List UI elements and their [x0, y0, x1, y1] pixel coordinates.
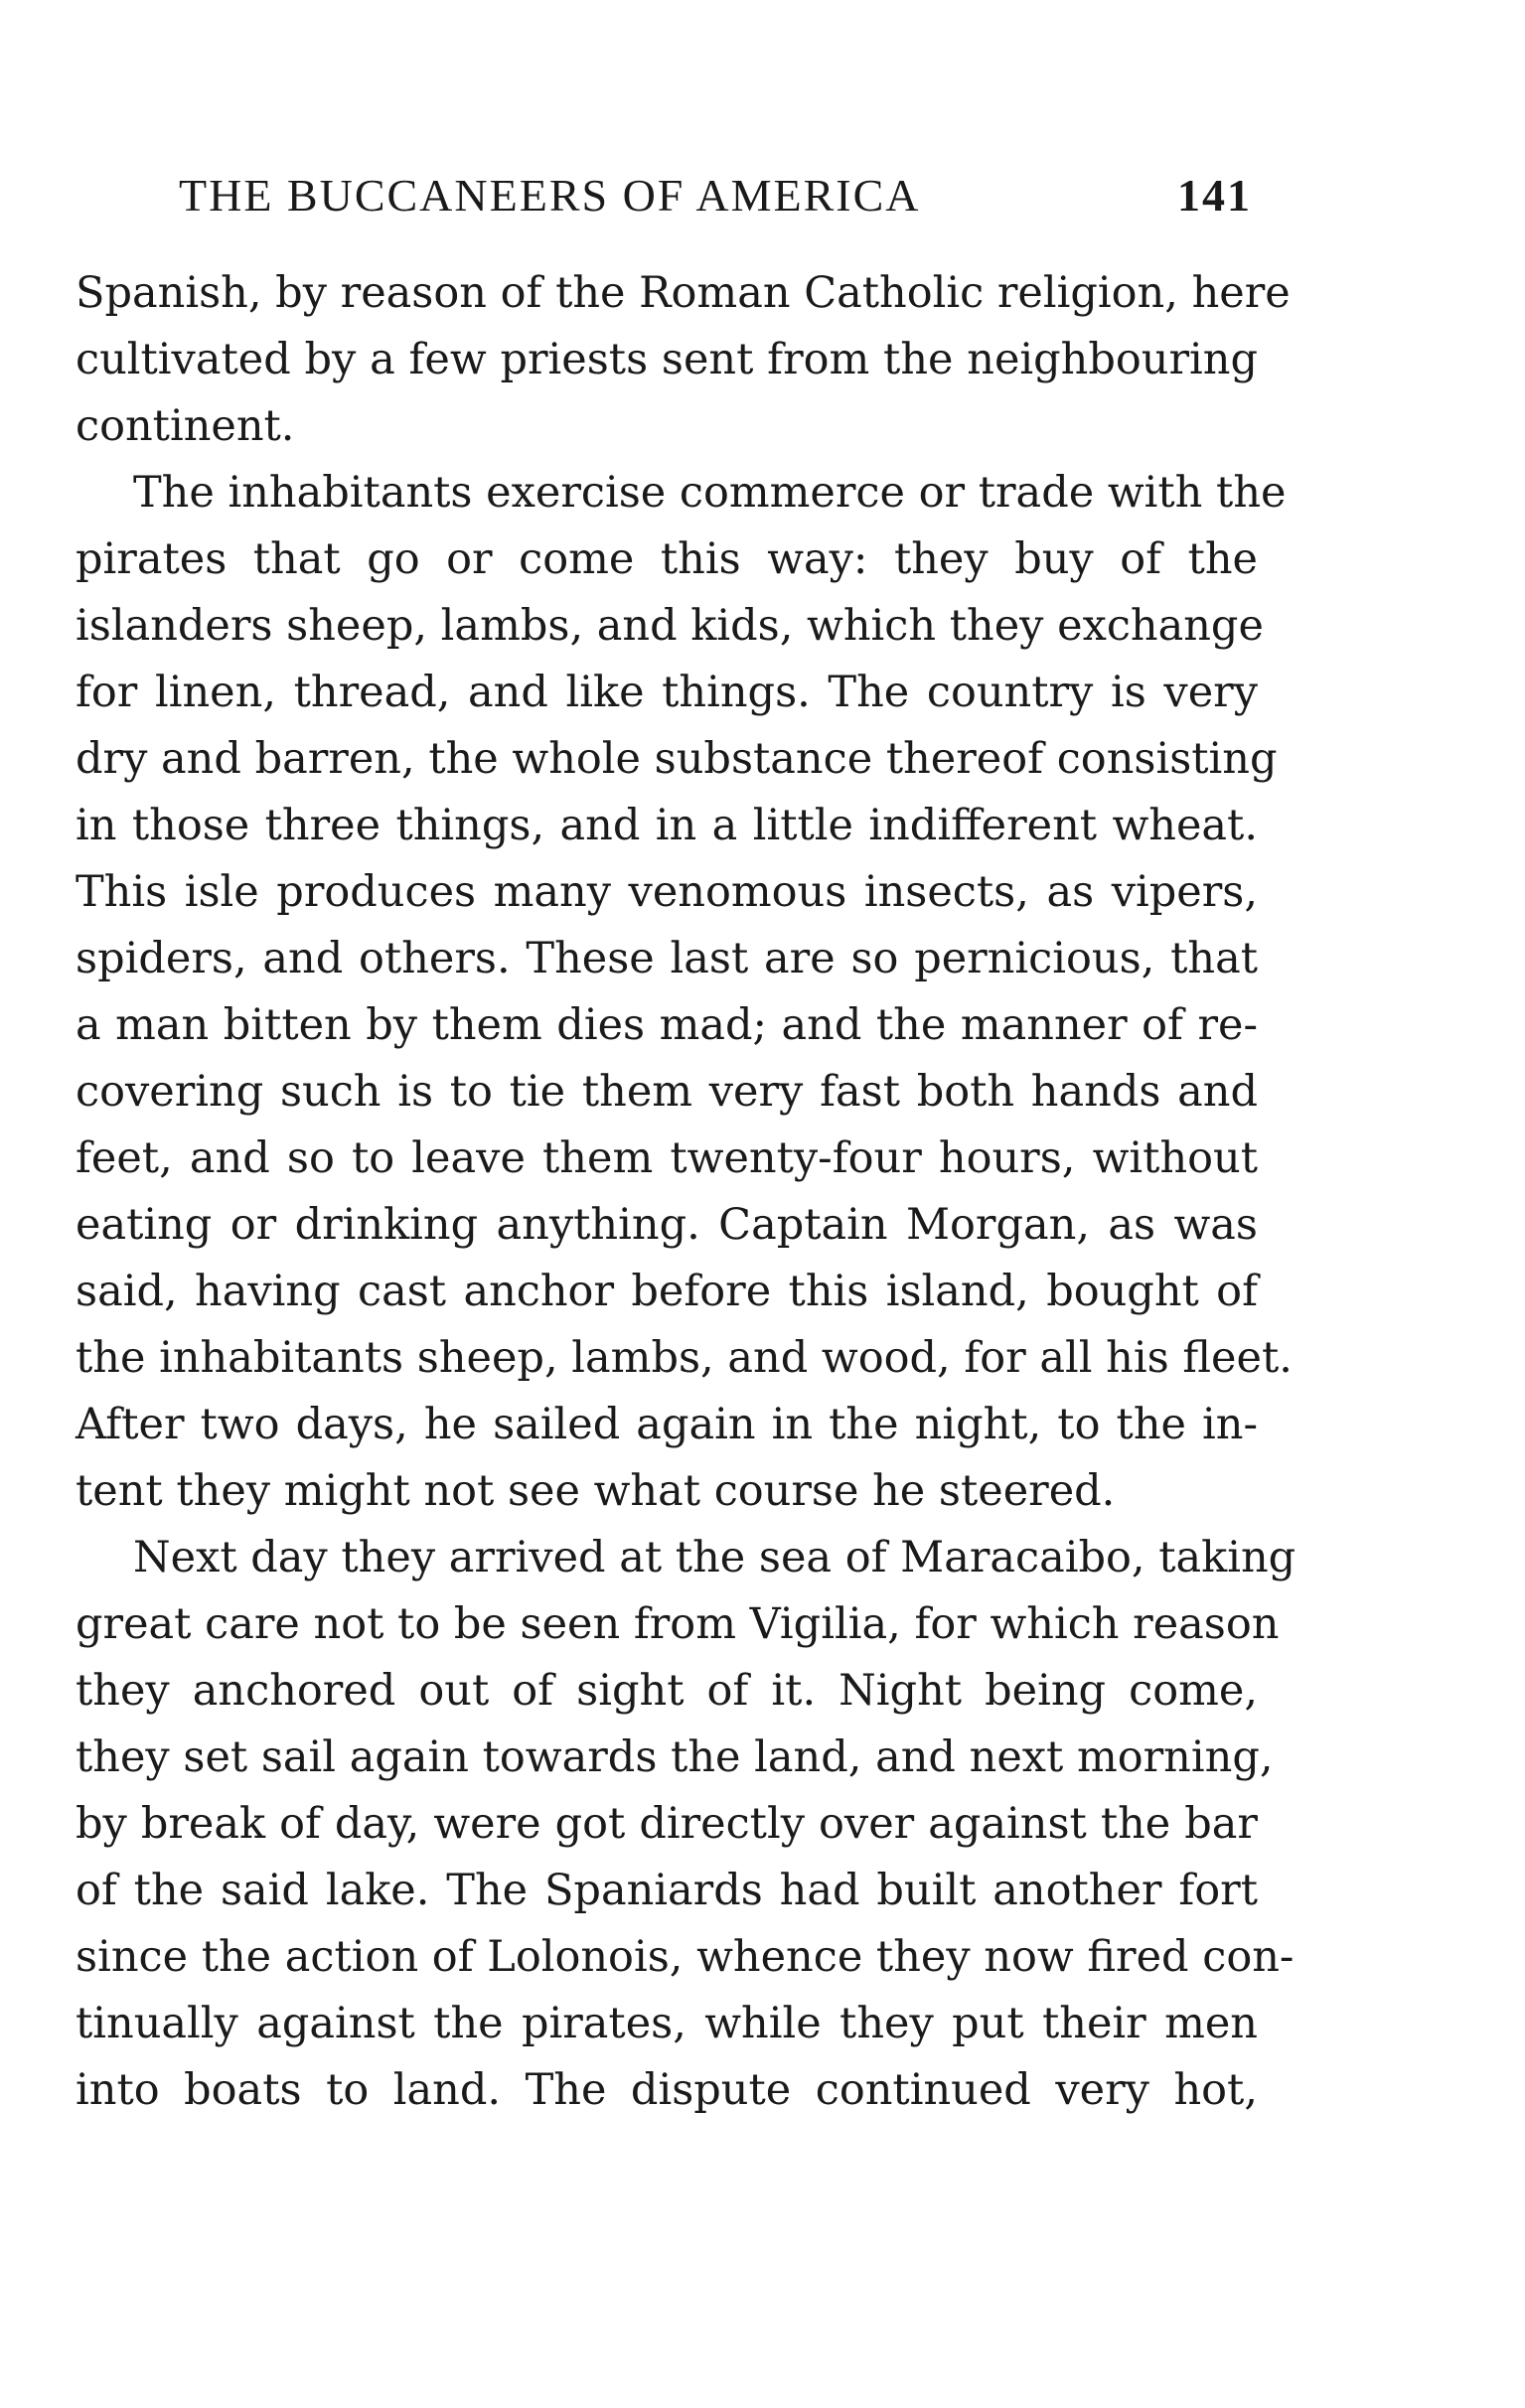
- text-line: The inhabitants exercise commerce or trade with the: [133, 468, 1287, 518]
- text-line: they set sail again towards the land, and next morning,: [76, 1732, 1274, 1782]
- text-line: since the action of Lolonois, whence they now fired con-: [76, 1932, 1295, 1982]
- text-line: eating or drinking anything. Captain Morgan, as was: [76, 1200, 1258, 1250]
- running-head: [179, 169, 1252, 228]
- text-line: of the said lake. The Spaniards had built another fort: [76, 1866, 1258, 1915]
- text-line: for linen, thread, and like things. The country is very: [76, 668, 1258, 717]
- text-line: tinually against the pirates, while they put their men: [76, 1999, 1258, 2048]
- text-line: feet, and so to leave them twenty-four hours, without: [76, 1133, 1258, 1183]
- text-line: great care not to be seen from Vigilia, for which reason: [76, 1599, 1280, 1649]
- text-line: cultivated by a few priests sent from the neighbouring: [76, 335, 1258, 384]
- text-line: covering such is to tie them very fast both hands and: [76, 1067, 1258, 1117]
- text-line: Spanish, by reason of the Roman Catholic religion, here: [76, 268, 1291, 318]
- text-line: they anchored out of sight of it. Night being come,: [76, 1666, 1258, 1716]
- text-line: into boats to land. The dispute continued very hot,: [76, 2065, 1258, 2115]
- text-line: continent.: [76, 401, 295, 451]
- text-line: This isle produces many venomous insects, as vipers,: [76, 867, 1258, 917]
- text-line: by break of day, were got directly over against the bar: [76, 1799, 1258, 1849]
- page-number: 141: [1177, 170, 1252, 221]
- body-text: [76, 260, 1296, 2124]
- text-line: pirates that go or come this way: they buy of the: [76, 534, 1258, 584]
- text-line: in those three things, and in a little indifferent wheat.: [76, 801, 1258, 850]
- text-line: a man bitten by them dies mad; and the manner of re-: [76, 1000, 1258, 1050]
- text-line: islanders sheep, lambs, and kids, which they exchange: [76, 601, 1264, 651]
- text-line: tent they might not see what course he steered.: [76, 1466, 1116, 1516]
- running-head-title: THE BUCCANEERS OF AMERICA: [179, 170, 921, 221]
- text-line: said, having cast anchor before this island, bought of: [76, 1267, 1258, 1316]
- text-line: dry and barren, the whole substance thereof consisting: [76, 734, 1278, 784]
- text-line: Next day they arrived at the sea of Maracaibo, taking: [133, 1533, 1296, 1582]
- text-line: spiders, and others. These last are so pernicious, that: [76, 934, 1258, 983]
- text-line: After two days, he sailed again in the night, to the in-: [76, 1400, 1258, 1449]
- text-line: the inhabitants sheep, lambs, and wood, for all his fleet.: [76, 1333, 1293, 1383]
